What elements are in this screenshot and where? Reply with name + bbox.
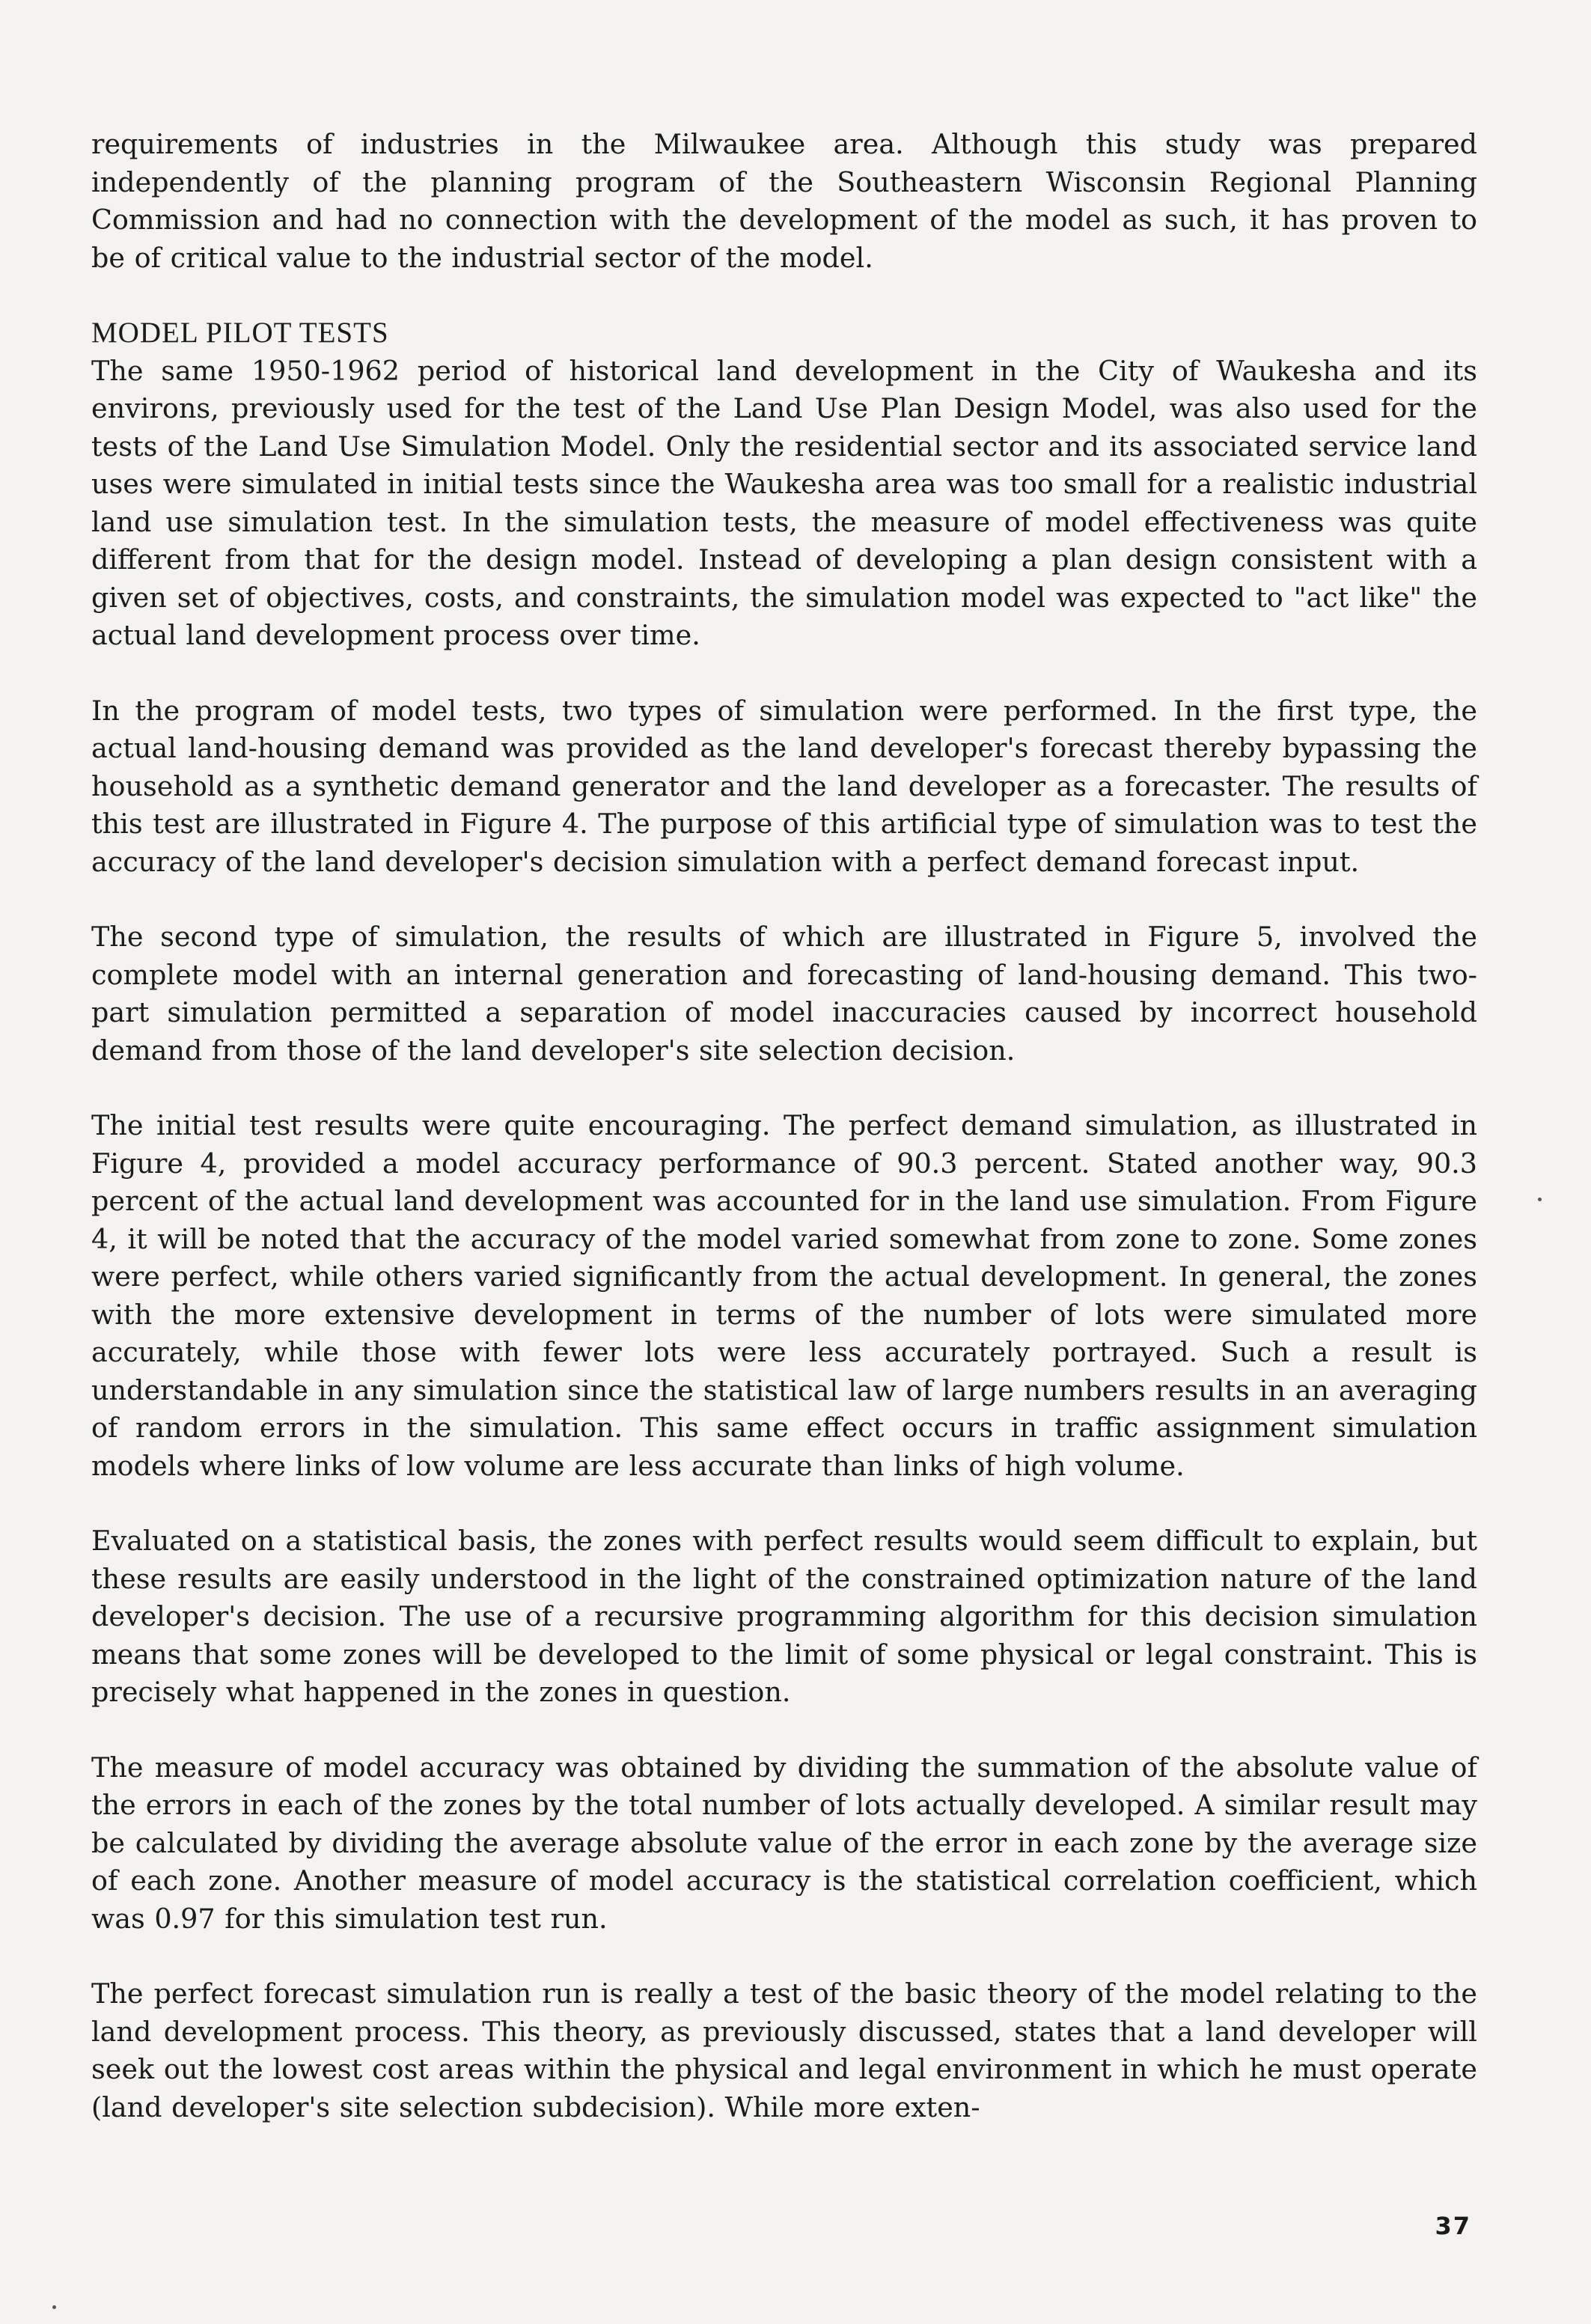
paragraph-simulation-types: In the program of model tests, two types of simulation were performed. In the first type, the actual land-housing demand was provided as the land developer's forecast thereby bypassing the household as a synthetic demand generator and the land developer as a forecaster. The results of this test are illustrated in Figure 4. The purpose of this artificial type of simulation was to test the accuracy of the land developer's decision simulation with a perfect demand forecast input. bbox=[91, 694, 1477, 878]
paragraph-pilot-tests-intro: The same 1950-1962 period of historical land development in the City of Waukesha and its environs, previously used for the test of the Land Use Plan Design Model, was also used for the tests of the Land Use Simulation Model. Only the residential sector and its associated service land uses were simulated in initial tests since the Waukesha area was too small for a realistic industrial land use simulation test. In the simulation tests, the measure of model effectiveness was quite different from that for the design model. Instead of developing a plan design consistent with a given set of objectives, costs, and constraints, the simulation model was expected to "act like" the actual land development process over time. bbox=[91, 354, 1477, 651]
page-body bbox=[91, 126, 1477, 2296]
paragraph-initial-results: The initial test results were quite encouraging. The perfect demand simulation, as illustrated in Figure 4, provided a model accuracy performance of 90.3 percent. Stated another way, 90.3 percent of the actual land development was accounted for in the land use simulation. From Figure 4, it will be noted that the accuracy of the model varied somewhat from zone to zone. Some zones were perfect, while others varied significantly from the actual development. In general, the zones with the more extensive development in terms of the number of lots were simulated more accurately, while those with fewer lots were less accurately portrayed. Such a result is understandable in any simulation since the statistical law of large numbers results in an averaging of random errors in the simulation. This same effect occurs in traffic assignment simulation models where links of low volume are less accurate than links of high volume. bbox=[91, 1109, 1477, 1482]
paragraph-accuracy-measure: The measure of model accuracy was obtained by dividing the summation of the absolute value of the errors in each of the zones by the total number of lots actually developed. A similar result may be calculated by dividing the average absolute value of the error in each zone by the average size of each zone. Another measure of model accuracy is the statistical correlation coefficient, which was 0.97 for this simulation test run. bbox=[91, 1751, 1477, 1935]
paragraph-second-simulation: The second type of simulation, the results of which are illustrated in Figure 5, involved the complete model with an internal generation and forecasting of land-housing demand. This two-part simulation permitted a separation of model inaccuracies caused by incorrect household demand from those of the land developer's site selection decision. bbox=[91, 921, 1477, 1067]
paragraph-industrial-study: requirements of industries in the Milwaukee area. Although this study was prepared independently of the planning program of the Southeastern Wisconsin Regional Planning Commission and had no connection with the development of the model as such, it has proven to be of critical value to the industrial sector of the model. bbox=[91, 128, 1477, 274]
paragraph-statistical-basis: Evaluated on a statistical basis, the zones with perfect results would seem difficult to explain, but these results are easily understood in the light of the constrained optimization nature of the land developer's decision. The use of a recursive programming algorithm for this decision simulation means that some zones will be developed to the limit of some physical or legal constraint. This is precisely what happened in the zones in question. bbox=[91, 1525, 1477, 1708]
page-number: 37 bbox=[1435, 2212, 1471, 2240]
scan-speck bbox=[1538, 1198, 1542, 1201]
paragraph-perfect-forecast: The perfect forecast simulation run is really a test of the basic theory of the model relating to the land development process. This theory, as previously discussed, states that a land developer will seek out the lowest cost areas within the physical and legal environment in which he must operate (land developer's site selection subdecision). While more exten- bbox=[91, 1977, 1477, 2123]
section-heading-model-pilot-tests: MODEL PILOT TESTS bbox=[91, 317, 389, 349]
scan-speck bbox=[52, 2305, 56, 2309]
